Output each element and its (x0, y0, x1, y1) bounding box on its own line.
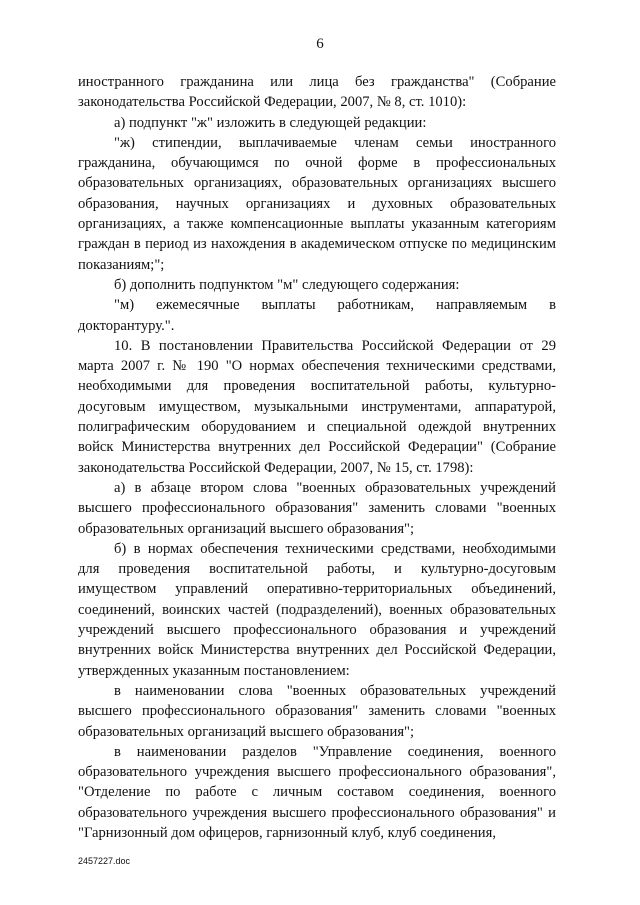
paragraph: "ж) стипендии, выплачиваемые членам семьи иностранного гражданина, обучающимся по очной форме в профессиональных образовательных организациях, образовательных организациях высшего образования, научных организациях и духовных образовательных организациях, а также компенсационные выплаты указанным категориям граждан в период из нахождения в академическом отпуске по медицинским показаниям;"; (78, 134, 556, 273)
document-footer: 2457227.doc (78, 856, 131, 866)
paragraph: "м) ежемесячные выплаты работникам, направляемым в докторантуру.". (78, 297, 556, 334)
paragraph: б) в нормах обеспечения техническими средствами, необходимыми для проведения воспитательной работы, и культурно-досуговым имуществом управлений оперативно-территориальных объединений, соединений, воинских частей (подразделений), военных образовательных учреждений высшего профессионального образования и учреждений внутренних войск Министерства внутренних дел Российской Федерации, утвержденных указанным постановлением: (78, 540, 556, 679)
paragraph: иностранного гражданина или лица без гражданства" (Собрание законодательства Российской Федерации, 2007, № 8, ст. 1010): (78, 74, 556, 111)
page-number: 6 (316, 36, 324, 52)
paragraph: в наименовании разделов "Управление соединения, военного образовательного учреждения высшего профессионального образования", "Отделение по работе с личным составом соединения, военного образовательного учреждения высшего профессионального образования" и "Гарнизонный дом офицеров, гарнизонный клуб, клуб соединения, (78, 743, 556, 841)
paragraph: а) в абзаце втором слова "военных образовательных учреждений высшего профессионального образования" заменить словами "военных образовательных организаций высшего образования"; (78, 479, 556, 537)
paragraph: а) подпункт "ж" изложить в следующей редакции: (114, 114, 427, 131)
paragraph: 10. В постановлении Правительства Российской Федерации от 29 марта 2007 г. № 190 "О нормах обеспечения техническими средствами, необходимыми для проведения воспитательной работы, культурно-досуговым имуществом, музыкальными инструментами, аппаратурой, полиграфическим оборудованием и специальной одеждой внутренних войск Министерства внутренних дел Российской Федерации" (Собрание законодательства Российской Федерации, 2007, № 15, ст. 1798): (78, 337, 556, 476)
document-body (78, 72, 556, 843)
paragraph: б) дополнить подпунктом "м" следующего содержания: (114, 276, 460, 293)
paragraph: в наименовании слова "военных образовательных учреждений высшего профессионального образования" заменить словами "военных образовательных организаций высшего образования"; (78, 682, 556, 740)
